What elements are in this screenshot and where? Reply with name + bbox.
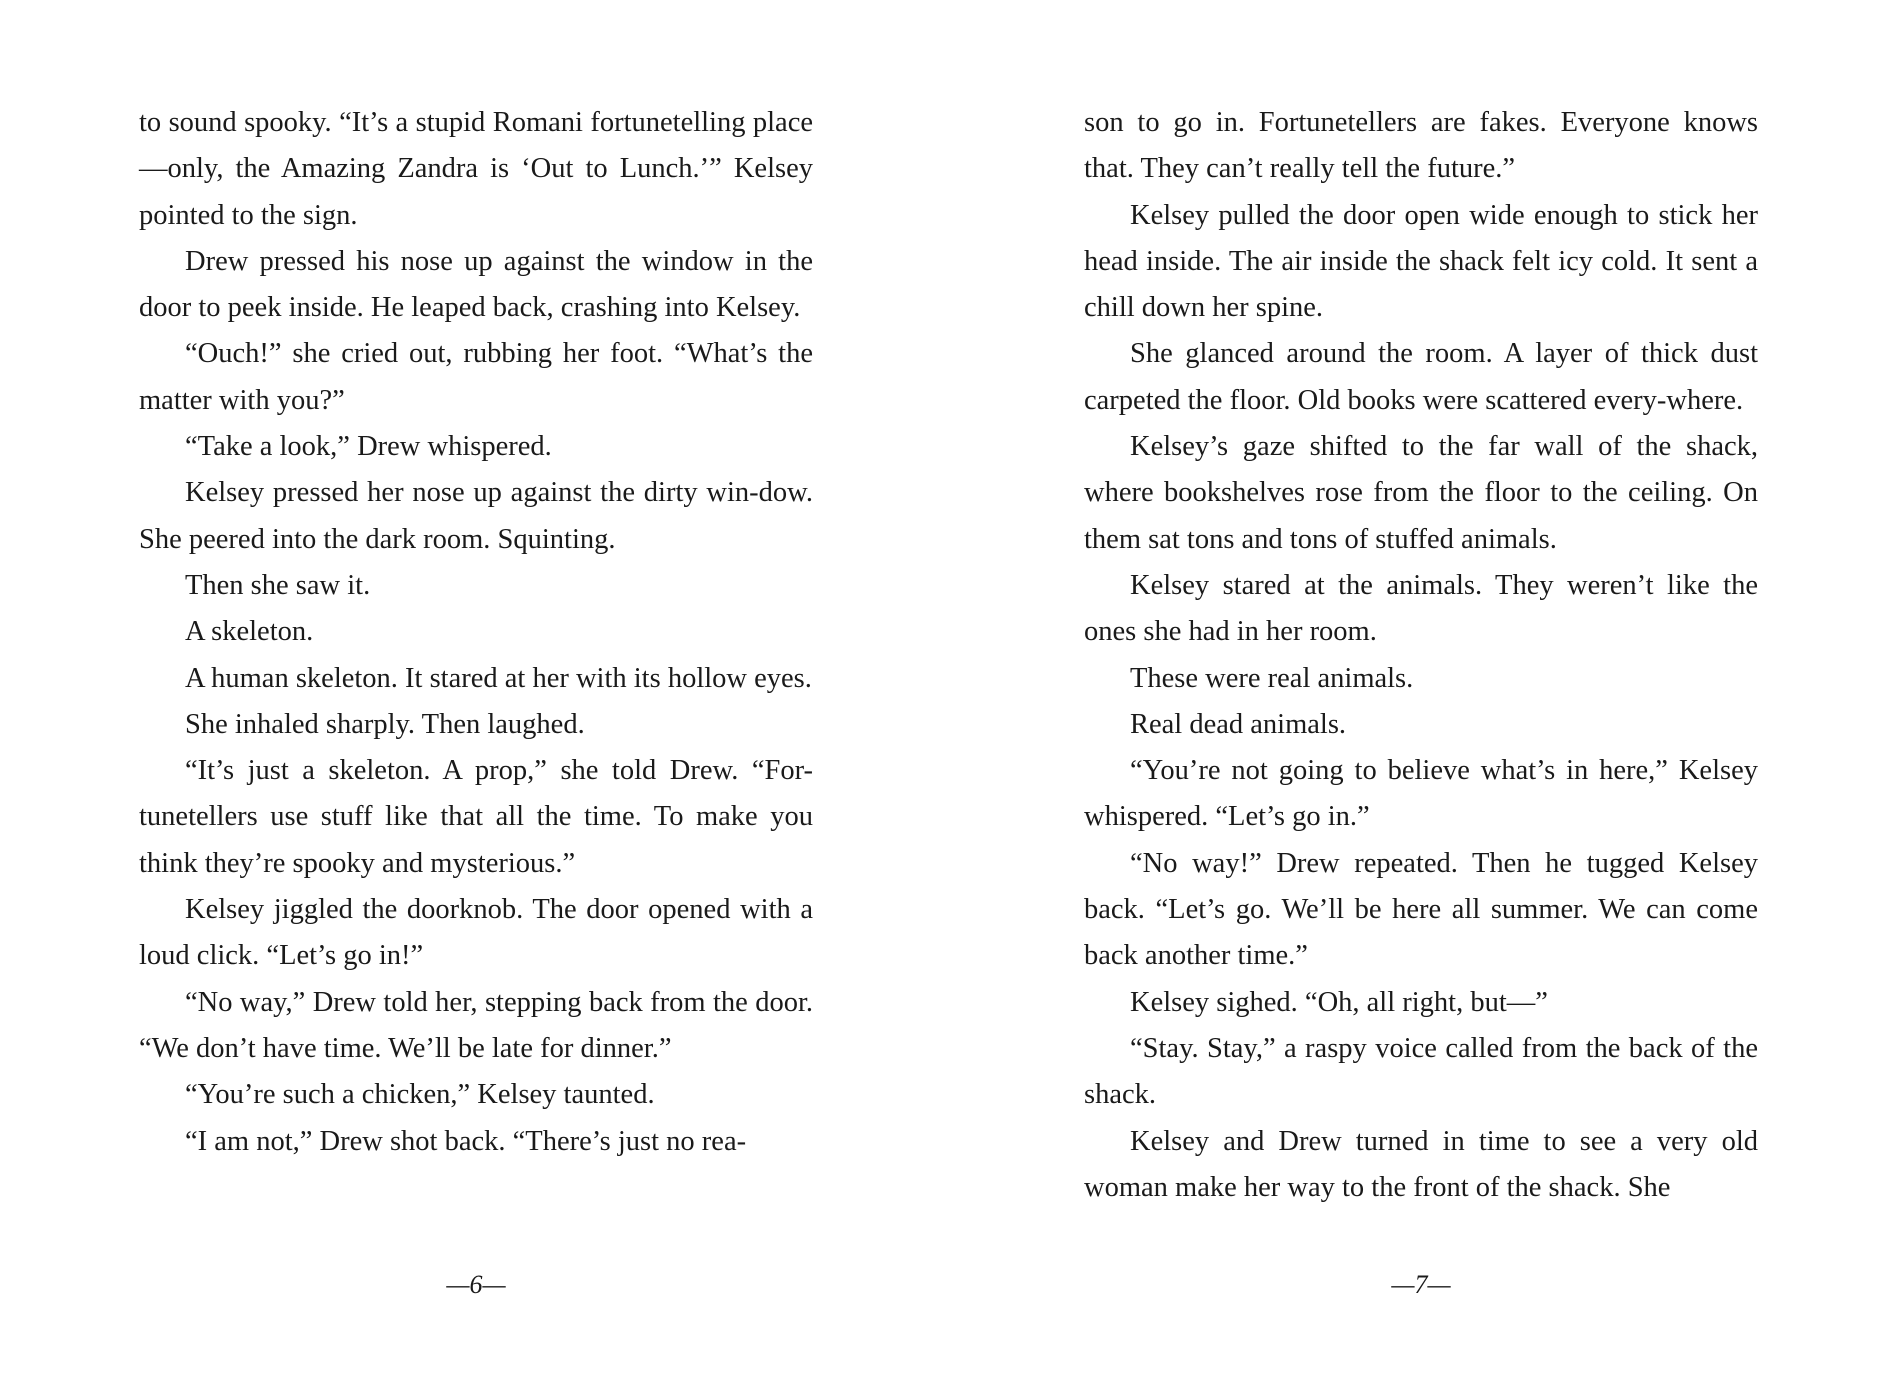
page-number: —7—	[1391, 1270, 1451, 1299]
paragraph: “You’re such a chicken,” Kelsey taunted.	[185, 1079, 655, 1111]
paragraph: A skeleton.	[185, 616, 314, 648]
paragraph: “No way!” Drew repeated. Then he tugged Kelsey back. “Let’s go. We’ll be here all summer. We can come back another time.”	[1084, 847, 1758, 972]
paragraph: “You’re not going to believe what’s in here,” Kelsey whispered. “Let’s go in.”	[1084, 755, 1758, 833]
paragraph: Real dead animals.	[1130, 708, 1347, 740]
paragraph: “Stay. Stay,” a raspy voice called from the back of the shack.	[1084, 1032, 1758, 1111]
paragraph: A human skeleton. It stared at her with its hollow eyes.	[185, 662, 812, 694]
right-page	[940, 0, 1881, 1400]
paragraph: She inhaled sharply. Then laughed.	[185, 708, 585, 740]
paragraph: “Ouch!” she cried out, rubbing her foot. “What’s the matter with you?”	[139, 338, 813, 416]
right-page-text	[1084, 100, 1758, 1211]
paragraph: These were real animals.	[1130, 662, 1414, 694]
paragraph: Drew pressed his nose up against the window in the door to peek inside. He leaped back, crashing into Kelsey.	[139, 245, 813, 324]
left-page-text	[139, 100, 813, 1165]
left-page	[0, 0, 940, 1400]
paragraph: She glanced around the room. A layer of thick dust carpeted the floor. Old books were scattered every-where.	[1084, 338, 1758, 416]
paragraph: to sound spooky. “It’s a stupid Romani fortunetelling place—only, the Amazing Zandra is ‘Out to Lunch.’” Kelsey pointed to the sign.	[139, 107, 813, 231]
paragraph: Kelsey and Drew turned in time to see a very old woman make her way to the front of the shack. She	[1084, 1125, 1758, 1203]
paragraph: Kelsey sighed. “Oh, all right, but—”	[1130, 986, 1548, 1018]
paragraph: Kelsey pressed her nose up against the dirty win-dow. She peered into the dark room. Squinting.	[139, 477, 813, 555]
paragraph: “It’s just a skeleton. A prop,” she told Drew. “For-tunetellers use stuff like that all the time. To make you think they’re spooky and mysterious.”	[139, 755, 813, 879]
page-number: —6—	[446, 1270, 506, 1299]
paragraph: Then she saw it.	[185, 569, 371, 601]
paragraph: “Take a look,” Drew whispered.	[185, 431, 552, 463]
paragraph: Kelsey’s gaze shifted to the far wall of the shack, where bookshelves rose from the floor to the ceiling. On them sat tons and tons of stuffed animals.	[1084, 431, 1758, 555]
paragraph: Kelsey jiggled the doorknob. The door opened with a loud click. “Let’s go in!”	[139, 894, 813, 972]
paragraph: Kelsey stared at the animals. They weren’t like the ones she had in her room.	[1084, 569, 1758, 648]
paragraph: Kelsey pulled the door open wide enough to stick her head inside. The air inside the shack felt icy cold. It sent a chill down her spine.	[1084, 199, 1758, 324]
paragraph: “I am not,” Drew shot back. “There’s just no rea-	[185, 1125, 747, 1157]
paragraph: “No way,” Drew told her, stepping back from the door. “We don’t have time. We’ll be late for dinner.”	[139, 986, 813, 1064]
paragraph: son to go in. Fortunetellers are fakes. Everyone knows that. They can’t really tell the future.”	[1084, 107, 1758, 185]
